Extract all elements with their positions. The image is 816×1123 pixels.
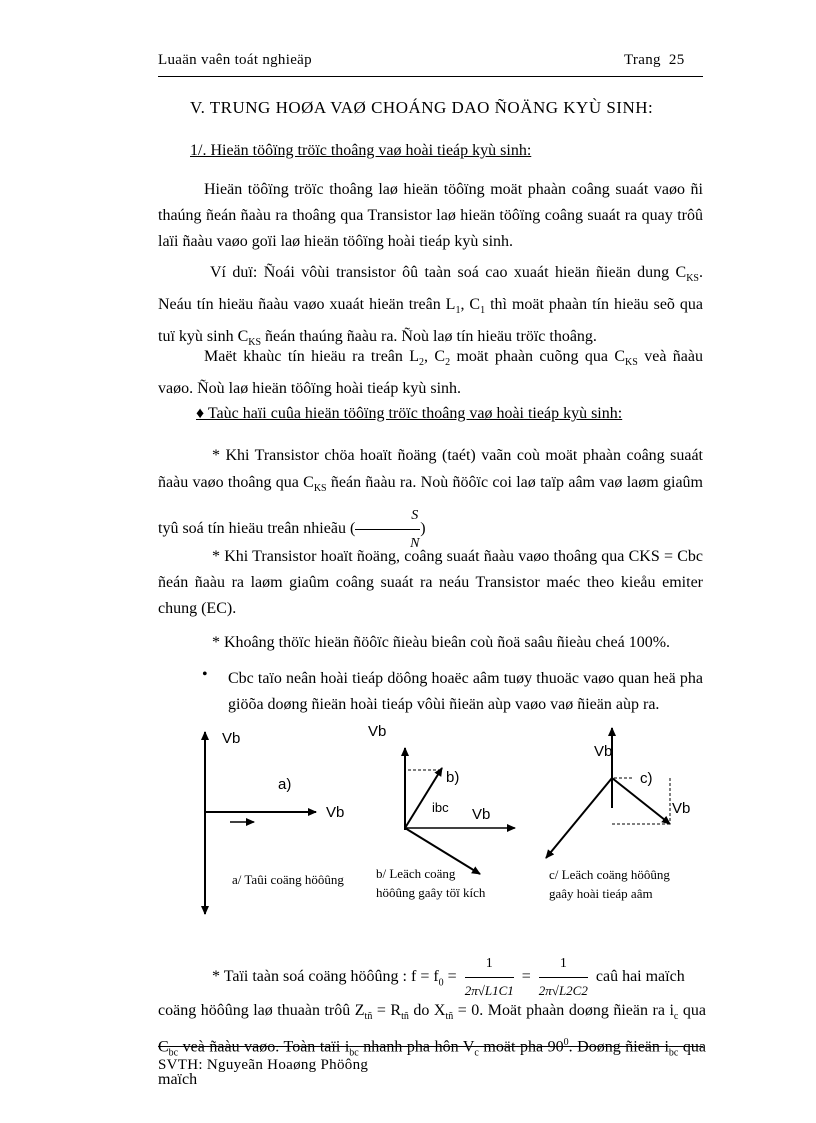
paragraph-5: * Khi Transistor hoaït ñoäng, coâng suaát ñaàu vaøo thoâng qua CKS = Cbc ñeán ñaàu ra laøm giaûm coâng suaát ra neáu Transistor maéc theo kieåu emiter chung (EC). — [158, 548, 703, 617]
section-title: V. TRUNG HOØA VAØ CHOÁNG DAO ÑOÄNG KYÙ SINH: — [190, 98, 654, 117]
diagram-a-vb-right: Vb — [326, 804, 345, 821]
diagram-a-caption: a/ Taûi coäng höôûng — [232, 872, 344, 887]
diagram-b-ibc: ibc — [432, 800, 449, 815]
diagram-c-label: c) — [640, 770, 653, 787]
diagram-c-vb-top: Vb — [594, 743, 613, 760]
bullet-marker: • — [202, 666, 208, 683]
diagram-b-vb-right: Vb — [472, 806, 491, 823]
diagram-b-ibc-vector — [405, 768, 442, 828]
paragraph-1: Hieän töôïng tröïc thoâng laø hieän töôïng moät phaàn coâng suaát vaøo ñi thaúng ñeán ñaàu ra thoâng qua Transistor laø hieän töôïng coâng suaát ra quay trôû laïi ñaàu vaøo goïi laø hieän töôïng hoài tieáp kyù sinh. — [158, 181, 703, 250]
subsection-heading-1: 1/. Hieän töôïng tröïc thoâng vaø hoài tieáp kyù sinh: — [190, 142, 532, 159]
paragraph-6: * Khoâng thöïc hieän ñöôïc ñieàu bieân coù ñoä saâu ñieàu cheá 100%. — [212, 634, 671, 651]
header-page — [624, 52, 685, 69]
diagram-b-caption-2: höôûng gaây töï kích — [376, 885, 486, 900]
diagram-b-label: b) — [446, 769, 460, 786]
resonance-fraction-1: $\frac{1}{2\pi√L1C1}$ — [465, 951, 514, 1004]
diagram-c-caption-2: gaây hoài tieáp aâm — [549, 886, 653, 901]
bullet-text: Cbc taïo neân hoài tieáp döông hoaëc aâm tuøy thuoäc vaøo quan heä pha giöõa doøng ñieän hoài tieáp vôùi ñieän aùp vaøo vaø ñieän aùp ra. — [228, 670, 703, 713]
header-page-number: 25 — [668, 52, 685, 68]
footer-rule — [158, 1046, 703, 1047]
footer-author: SVTH: Nguyeãn Hoaøng Phöông — [158, 1057, 369, 1073]
diagram-a-vb-top: Vb — [222, 730, 241, 747]
diagram-b-caption-1: b/ Leäch coäng — [376, 866, 456, 881]
diagram-a-label: a) — [278, 776, 292, 793]
diagram-b-vb-top: Vb — [368, 723, 387, 740]
paragraph-7: * Taïi taàn soá coäng höôûng : $f = f_0$ = $\frac{1}{2\pi√L1C1}$ = $\frac{1}{2\pi√L2C2}$ caû hai maïch — [212, 951, 703, 1004]
subsection-heading-2: ♦ Taùc haïi cuûa hieän töôïng tröïc thoâng vaø hoài tieáp kyù sinh: — [196, 405, 623, 422]
diagram-c-caption-1: c/ Leäch coäng höôûng — [549, 867, 670, 882]
paragraph-4: * Khi Transistor chöa hoaït ñoäng (taét) vaãn coù moät phaàn coâng suaát ñaàu vaøo thoâng qua $C_{KS}$ ñeán ñaàu ra. Noù ñöôïc coi laø taïp aâm vaø laøm giaûm tyû soá tín hieäu treân nhieãu ( $\frac{S}{N}$ ) — [158, 442, 703, 557]
diagram-c-vb-right: Vb — [672, 800, 691, 817]
header-rule — [158, 76, 703, 77]
resonance-fraction-2: $\frac{1}{2\pi√L2C2}$ — [539, 951, 588, 1004]
paragraph-3: Maët khaùc tín hieäu ra treân $L_2$, $C_2$ moät phaàn cuõng qua $C_{KS}$ veà ñaàu vaøo. Ñoù laø hieän töôïng hoài tieáp kyù sinh. — [158, 348, 703, 398]
paragraph-8: coäng höôûng laø thuaàn trôû $Z_{tñ} = R_{tñ}$ do $X_{tñ} = 0$. Moät phaàn doøng ñieän ra $i_c$ qua $C_{bc}$ veà ñaàu vaøo. Toàn taïi $i_{bc}$ nhanh pha hôn $V_c$ moät pha $90^0$. Doøng ñieän $i_{bc}$ qua maïch — [158, 1002, 707, 1088]
paragraph-2: Ví duï: Ñoái vôùi transistor ôû taàn soá cao xuaát hieän ñieän dung $C_{KS}$. Neáu tín hieäu ñaàu vaøo xuaát hieän treân $L_1$, $C_1$ thì moät phaàn tín hieäu seõ qua tuï kyù $\sinh C_{KS}$ ñeán thaúng ñaàu ra. Ñoù laø tín hieäu tröïc thoâng. — [158, 264, 703, 349]
diagram-c-downleft-vector — [546, 778, 612, 858]
signal-noise-fraction: $\frac{S}{N}$ — [355, 502, 420, 557]
header-page-label: Trang — [624, 52, 661, 68]
header-title: Luaän vaên toát nghieäp — [158, 52, 312, 68]
